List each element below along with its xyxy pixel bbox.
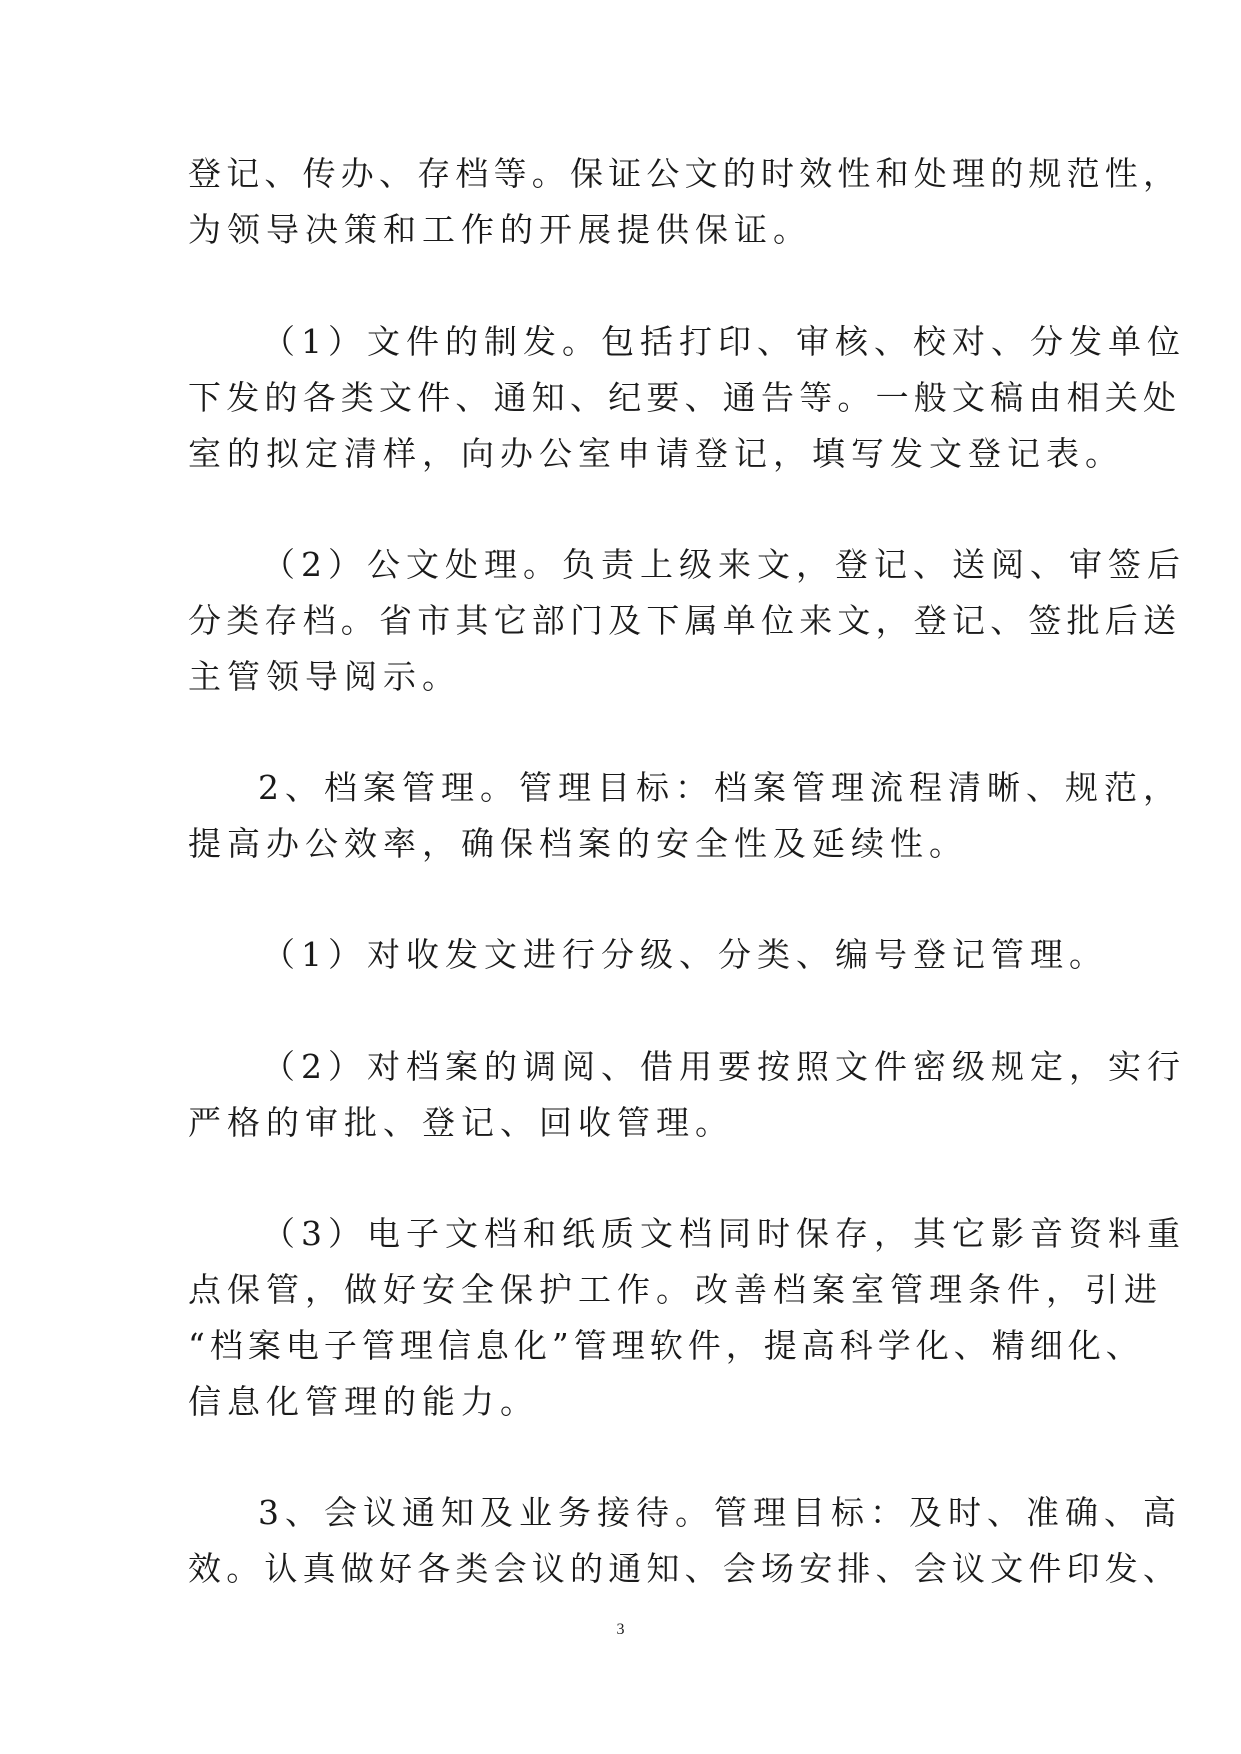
text-line: 下发的各类文件、通知、纪要、通告等。一般文稿由相关处 [188,378,1182,417]
text-line: （3）电子文档和纸质文档同时保存，其它影音资料重 [262,1214,1186,1253]
text-line: 2、档案管理。管理目标：档案管理流程清晰、规范， [258,768,1182,807]
text-line: （1）文件的制发。包括打印、审核、校对、分发单位 [262,322,1186,361]
text-line: 严格的审批、登记、回收管理。 [188,1103,734,1142]
text-line: 为领导决策和工作的开展提供保证。 [188,210,812,249]
text-line: （2）公文处理。负责上级来文，登记、送阅、审签后 [262,545,1186,584]
text-line: 提高办公效率，确保档案的安全性及延续性。 [188,824,968,863]
text-line: 登记、传办、存档等。保证公文的时效性和处理的规范性， [188,154,1182,193]
text-line: “档案电子管理信息化”管理软件，提高科学化、精细化、 [188,1326,1144,1365]
page-number: 3 [616,1621,625,1638]
text-line: 分类存档。省市其它部门及下属单位来文，登记、签批后送 [188,601,1182,640]
text-line: 主管领导阅示。 [188,657,461,696]
text-line: （1）对收发文进行分级、分类、编号登记管理。 [262,935,1108,974]
text-line: 效。认真做好各类会议的通知、会场安排、会议文件印发、 [188,1549,1182,1588]
text-line: 室的拟定清样，向办公室申请登记，填写发文登记表。 [188,434,1124,473]
text-line: 信息化管理的能力。 [188,1382,539,1421]
text-line: 点保管，做好安全保护工作。改善档案室管理条件，引进 [188,1270,1163,1309]
text-line: （2）对档案的调阅、借用要按照文件密级规定，实行 [262,1047,1186,1086]
text-line: 3、会议通知及业务接待。管理目标：及时、准确、高 [258,1493,1182,1532]
